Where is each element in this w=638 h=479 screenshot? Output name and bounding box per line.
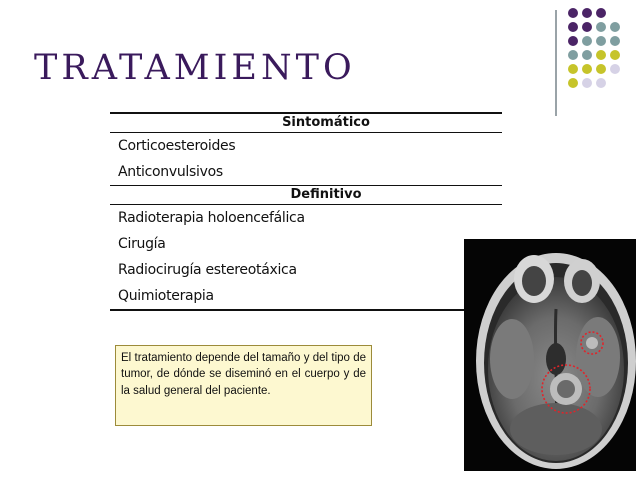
dot <box>568 78 578 88</box>
dot <box>610 22 620 32</box>
dot <box>610 64 620 74</box>
dot <box>596 50 606 60</box>
dot <box>610 50 620 60</box>
dot <box>596 8 606 18</box>
decorative-dot-grid <box>566 8 630 92</box>
dot <box>582 50 592 60</box>
table-row: Radioterapia holoencefálica <box>118 210 305 226</box>
dot <box>568 36 578 46</box>
dot <box>568 22 578 32</box>
table-row: Quimioterapia <box>118 288 214 304</box>
note-box: El tratamiento depende del tamaño y del tipo de tumor, de dónde se diseminó en el cuerpo y de la salud general del paciente. <box>115 345 372 426</box>
slide-title: TRATAMIENTO <box>34 48 356 88</box>
section-heading-symptomatic: Sintomático <box>282 115 370 130</box>
dot <box>582 8 592 18</box>
treatment-table <box>110 112 502 311</box>
dot <box>568 64 578 74</box>
decorative-divider <box>555 10 557 116</box>
dot <box>610 36 620 46</box>
mri-brain-scan-image <box>464 239 636 471</box>
mri-illustration <box>464 239 636 471</box>
dot <box>568 50 578 60</box>
dot <box>596 64 606 74</box>
dot <box>596 22 606 32</box>
dot <box>582 78 592 88</box>
table-row: Anticonvulsivos <box>118 164 223 180</box>
table-row: Corticoesteroides <box>118 138 236 154</box>
section-heading-definitive: Definitivo <box>290 187 362 202</box>
table-row: Cirugía <box>118 236 166 252</box>
dot <box>582 64 592 74</box>
table-rule <box>110 309 502 311</box>
dot <box>568 8 578 18</box>
dot <box>596 36 606 46</box>
dot <box>582 36 592 46</box>
dot <box>596 78 606 88</box>
dot <box>582 22 592 32</box>
table-row: Radiocirugía estereotáxica <box>118 262 297 278</box>
